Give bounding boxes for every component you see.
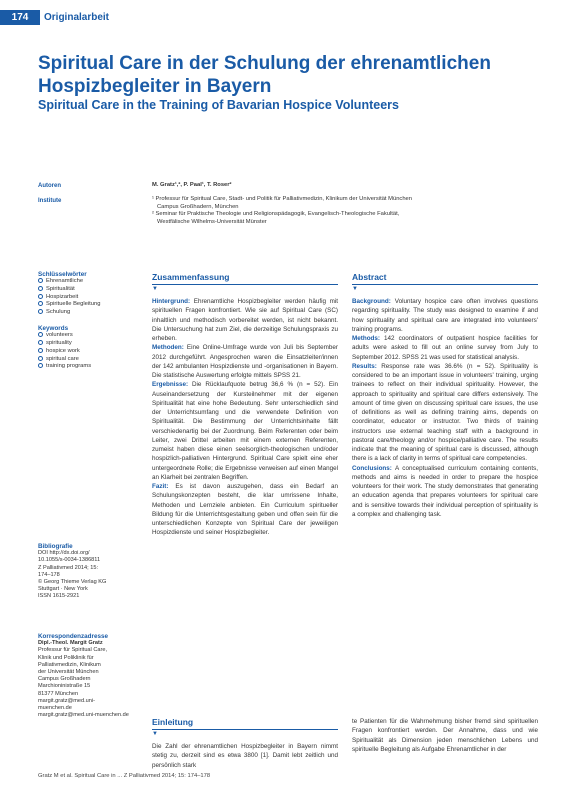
institute-line: ² Seminar für Praktische Theologie und Religionspädagogik, Evangelisch-Theologische Fakultät, — [152, 211, 400, 218]
correspondence-line: Professur für Spiritual Care, — [38, 647, 108, 654]
page-number: 174 — [0, 10, 40, 25]
keywords-de-heading: Schlüsselwörter — [38, 271, 87, 278]
keywords-en-heading: Keywords — [38, 325, 69, 333]
correspondence-line: Campus Großhadern — [38, 676, 91, 683]
correspondence-line: margit.gratz@med.uni- — [38, 697, 95, 704]
institute-line: ¹ Professur für Spiritual Care, Stadt- und Politik für Palliativmedizin, Klinikum der Universität München — [152, 196, 412, 202]
zusammenfassung-paragraph: Hintergrund: Ehrenamtliche Hospizbegleiter werden häufig mit spirituellen Fragen konfrontiert. Wie sie auf Spiritual Care (SC) inhaltlich und methodisch vorbereitet werden, ist nicht bekannt. Die Untersuchung hat zum Ziel, die derzeitige Schulungspraxis zu erheben. — [152, 298, 338, 342]
zusammenfassung-heading: Zusammenfassung — [152, 272, 230, 282]
keyword-en: spirituality — [38, 340, 134, 348]
einleitung-body-left: Die Zahl der ehrenamtlichen Hospizbegleiter in Bayern nimmt stetig zu, derzeit sind es etwa 3800 [1]. Damit lebt zeitlich und persönlich stark — [152, 743, 338, 769]
correspondence-line: Marchioninistraße 15 — [38, 683, 91, 690]
einleitung-body-right: te Patienten für die Wahrnehmung bisher fremd sind spirituellen Fragen konfrontiert werden. Der Annahme, dass und wie Spiritualität als Dimension jeden menschlichen Lebens und spirituelle Begleitung als Aufgabe Ehrenamtlicher in der — [352, 718, 538, 753]
keyword-en: volunteers — [38, 332, 134, 340]
correspondence-line: Dipl.-Theol. Margit Gratz — [38, 640, 103, 647]
institute-line: Westfälische Wilhelms-Universität Münster — [157, 218, 267, 225]
keyword-de: Spirituelle Begleitung — [38, 301, 134, 309]
institute-line: Campus Großhadern, München — [157, 203, 239, 210]
section-label: Originalarbeit — [44, 12, 110, 23]
zusammenfassung-body — [152, 297, 338, 538]
correspondence-email[interactable]: margit.gratz@med.uni-muenchen.de — [38, 712, 129, 719]
bibliography-line: 10.1055/s-0034-1386811 — [38, 557, 101, 564]
abstract-body — [352, 297, 538, 519]
institutes-label: Institute — [38, 198, 62, 204]
abstract-heading: Abstract — [352, 272, 387, 282]
abstract-paragraph: Conclusions: A conceptualised curriculum containing contents, methods and aims is needed in order to prepare the hospice volunteers for their work. The study demonstrates that generating an education agenda that prepares volunteers for spiritual care and is sensitive towards their individual perception of spirituality is a complex and challenging task. — [352, 464, 538, 518]
authors-label: Autoren — [38, 183, 61, 189]
keyword-en: hospice work — [38, 348, 134, 356]
page-footer: Gratz M et al. Spiritual Care in ... Z Palliativmed 2014; 15: 174–178 — [38, 773, 211, 779]
bibliography-line: 174–178 — [38, 571, 60, 578]
bibliography-line: DOI http://dx.doi.org/ — [38, 550, 90, 557]
sidebar — [38, 271, 134, 371]
zusammenfassung-paragraph: Methoden: Eine Online-Umfrage wurde von Juli bis September 2012 durchgeführt. Angesprochen waren die Einsatzleiter/innen der 142 ambulanten Hospizdienste und -organisationen in Bayern. Die statistische Auswertung erfolgte mittels SPSS 21. — [152, 344, 338, 379]
bibliography-line: Z Palliativmed 2014; 15: — [38, 564, 99, 571]
abstract-paragraph: Methods: 142 coordinators of outpatient hospice facilities for adults were asked to fill out an online survey from July to September 2012. SPSS 21 was used for statistical analysis. — [352, 335, 538, 361]
bibliography-block — [38, 543, 132, 601]
keyword-de: Schulung — [38, 309, 134, 317]
bibliography-line: © Georg Thieme Verlag KG — [38, 579, 107, 586]
authors-names: M. Gratz¹,², P. Paal¹, T. Roser² — [152, 182, 232, 188]
bibliography-heading: Bibliografie — [38, 543, 73, 550]
article-title: Spiritual Care in der Schulung der ehrenamtlichen Hospizbegleiter in Bayern — [38, 53, 491, 97]
einleitung-heading: Einleitung — [152, 717, 194, 727]
bibliography-line: ISSN 1615-2921 — [38, 593, 80, 600]
column-rule — [352, 284, 538, 285]
keyword-en: training programs — [38, 363, 134, 371]
zusammenfassung-paragraph: Fazit: Es ist davon auszugehen, dass ein Bedarf an Schulungskonzepten besteht, die klar umrissene Inhalte, Methoden und Lernziele anbieten. Ein Curriculum spiritueller Bildung für die Unterrichtsgestaltung geben und offen sein für die unterschiedlichen Konzepte von Spiritual Care der jeweiligen Hospizdienste und seiner Hospizbegleiter. — [152, 483, 338, 537]
keyword-de: Spiritualität — [38, 286, 134, 294]
correspondence-line: der Universität München — [38, 669, 99, 676]
zusammenfassung-paragraph: Ergebnisse: Die Rücklaufquote betrug 36,6 % (n = 52). Ein Auseinandersetzung der Kursteilnehmer mit der eigenen Spiritualität hat eine hohe Bedeutung. Sehr unterschiedlich sind der Unterrichtsumfang und die verwendete Definition von Spiritualität. Die Bestimmung der Unterrichtsinhalte fällt verschiedenartig bei der Zuordnung. Beim Referenten oder beim Leiter, zwei Drittel arbeiten mit einem externen Referenten, zumeist haben diese einen seelsorglich-theologischen und/oder hospizlich-palliativen Hintergrund. Spiritual Care spielt eine eher untergeordnete Rolle; die Ergebnisse verweisen auf einen Mangel an Klarheit bei zentralen Begriffen. — [152, 381, 338, 481]
keyword-de: Hospizarbeit — [38, 294, 134, 302]
keyword-en: spiritual care — [38, 356, 134, 364]
keyword-de: Ehrenamtliche — [38, 278, 134, 286]
column-rule — [152, 284, 338, 285]
section-arrow-icon: ▼ — [352, 286, 358, 292]
section-arrow-icon: ▼ — [152, 286, 158, 292]
institutes-block — [152, 196, 552, 226]
bibliography-line: Stuttgart · New York — [38, 586, 88, 593]
abstract-paragraph: Background: Voluntary hospice care often involves questions regarding spirituality. The study was designed to examine if and how spirituality and spiritual care are integrated into volunteers' training programs. — [352, 298, 538, 333]
abstract-paragraph: Results: Response rate was 36.6% (n = 52). Spirituality is considered to be an important issue in volunteers' training, urging trainees to reflect on their individual spirituality. However, the approach to spirituality and spiritual care differs extensively. The amount of time given on discussing spiritual care issues, the use of definitions as well as defining training aims, depends on coordinator, educator or instructor. Two thirds of training instructors use external teaching staff with a background in pastoral care/theology and/or hospice/palliative care. The results indicate that the meaning of spiritual care is discussed, although there is a lack of clarity in terms of spiritual care competencies. — [352, 362, 538, 463]
correspondence-line: muenchen.de — [38, 705, 72, 712]
correspondence-line: Palliativmedizin, Klinikum — [38, 661, 101, 668]
correspondence-heading: Korrespondenzadresse — [38, 633, 108, 640]
section-arrow-icon: ▼ — [152, 731, 158, 737]
correspondence-line: Klinik und Poliklinik für — [38, 654, 94, 661]
article-subtitle: Spiritual Care in the Training of Bavarian Hospice Volunteers — [38, 98, 399, 112]
column-rule — [152, 729, 338, 730]
correspondence-block — [38, 633, 132, 719]
correspondence-line: 81377 München — [38, 690, 79, 697]
